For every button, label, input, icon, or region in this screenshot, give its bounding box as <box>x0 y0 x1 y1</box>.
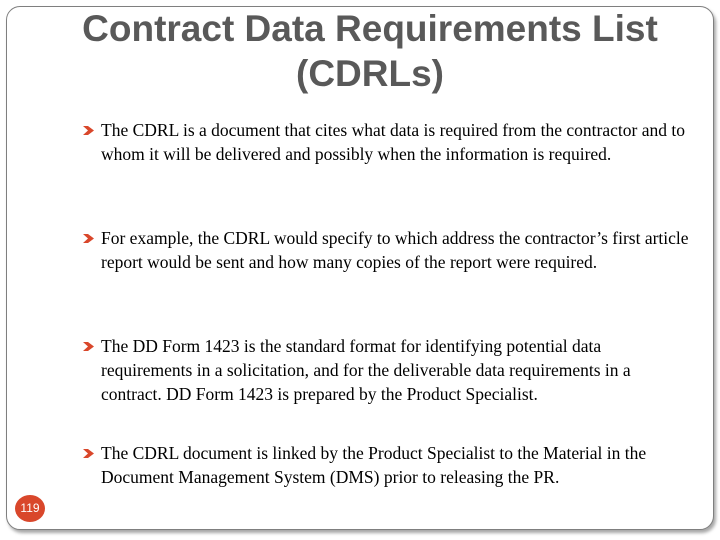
bullet-text: The DD Form 1423 is the standard format for identifying potential data requirements in a solicitation, and for the deliverable data requirements in a contract. DD Form 1423 is prepared by the Product Specialist. <box>101 336 631 404</box>
slide-title: Contract Data Requirements List (CDRLs) <box>82 8 658 94</box>
bullet-text: The CDRL is a document that cites what data is required from the contractor and to whom it will be delivered and possibly when the information is required. <box>101 120 685 164</box>
bullet-text: The CDRL document is linked by the Product Specialist to the Material in the Document Management System (DMS) prior to releasing the PR. <box>101 443 647 487</box>
arrow-bullet-icon <box>83 449 94 458</box>
arrow-bullet-icon <box>83 126 94 135</box>
page-number-badge: 119 <box>15 495 45 522</box>
arrow-bullet-icon <box>83 342 94 351</box>
bullet-item <box>83 334 695 406</box>
bullet-item <box>83 118 695 166</box>
bullet-item <box>83 226 695 274</box>
bullet-text: For example, the CDRL would specify to which address the contractor’s first article report would be sent and how many copies of the report were required. <box>101 228 689 272</box>
bullet-item <box>83 441 695 489</box>
arrow-bullet-icon <box>83 234 94 243</box>
